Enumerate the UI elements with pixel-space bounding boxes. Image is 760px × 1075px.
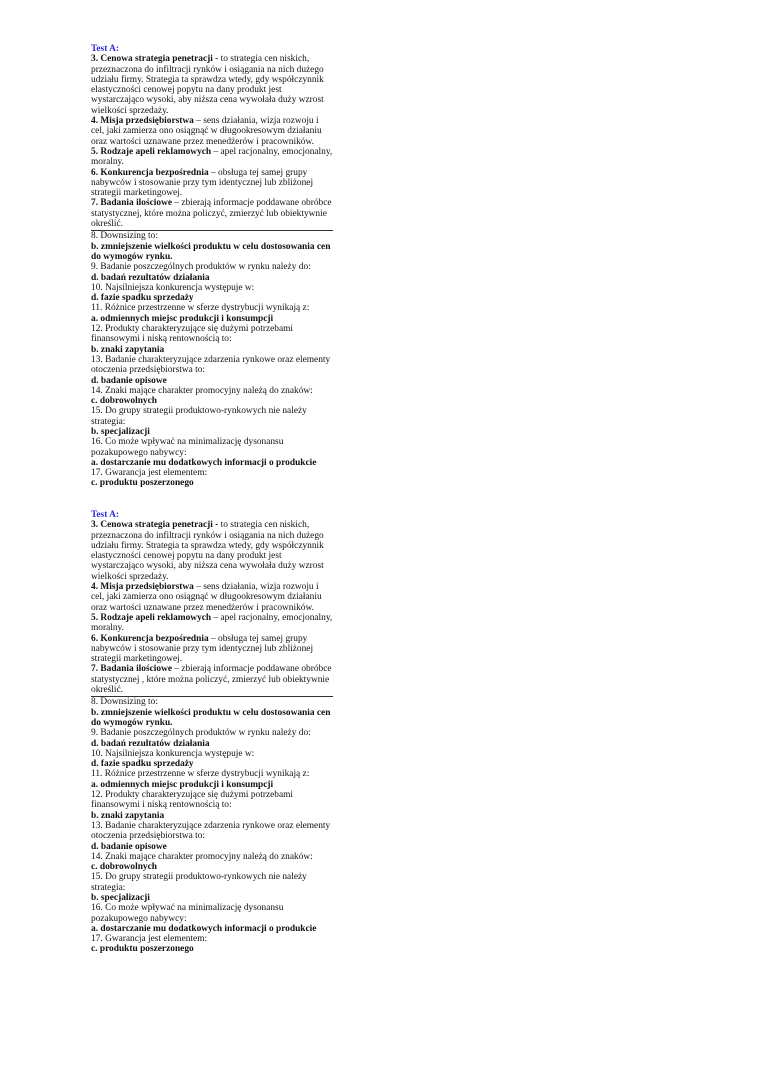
- definition-text: to strategia cen niskich, przeznaczona do infiltracji rynków i osiągania na nich dużego udziału firmy. Strategia ta sprawdza wtedy, gdy współczynnik elastyczności cenowej popytu na dany produkt jest wystarczająco wysoki, aby niższa cena wywołała duży wzrost wielkości sprzedaży.: [91, 520, 324, 582]
- definition-term: 3. Cenowa strategia penetracji -: [91, 54, 219, 65]
- definition-text: – sens działania, wizja rozwoju i cel, jaki zamierza ono osiągnąć w długookresowym działaniu oraz wartości uznawane przez menedżerów i pracowników.: [91, 582, 322, 613]
- answer-text: d. badań rezultatów działania: [91, 272, 210, 283]
- question-text: 8. Downsizing to:: [91, 697, 158, 708]
- test-title: Test A:: [91, 510, 120, 520]
- definition-text: – zbierają informacje poddawane obróbce statystycznej, które można policzyć, zmierzyć lub obiektywnie określić.: [91, 198, 332, 230]
- answer-text: a. odmiennych miejsc produkcji i konsumpcji: [91, 779, 274, 790]
- answer-text: b. specjalizacji: [91, 892, 150, 903]
- question-text: 9. Badanie poszczególnych produktów w rynku należy do:: [91, 262, 311, 273]
- answer-text: c. produktu poszerzonego: [91, 944, 194, 955]
- definition-term: 6. Konkurencja bezpośrednia: [91, 167, 209, 178]
- definition-term: 7. Badania ilościowe: [91, 664, 172, 675]
- answer-text: c. dobrowolnych: [91, 396, 157, 407]
- answer-text: d. fazie spadku sprzedaży: [91, 759, 194, 770]
- answer-text: b. znaki zapytania: [91, 810, 165, 821]
- question-text: 15. Do grupy strategii produktowo-rynkowych nie należy strategia:: [91, 872, 307, 893]
- answer-text: d. badanie opisowe: [91, 841, 167, 852]
- answer-text: b. zmniejszenie wielkości produktu w celu dostosowania cen do wymogów rynku.: [91, 707, 331, 728]
- definition-term: 4. Misja przedsiębiorstwa: [91, 116, 194, 127]
- question-text: 12. Produkty charakteryzujące się dużymi potrzebami finansowymi i niską rentownością to:: [91, 324, 294, 345]
- answer-text: d. badanie opisowe: [91, 375, 167, 386]
- question-text: 9. Badanie poszczególnych produktów w rynku należy do:: [91, 728, 311, 739]
- answer-text: a. dostarczanie mu dodatkowych informacji o produkcie: [91, 457, 317, 468]
- question-text: 17. Gwarancja jest elementem:: [91, 468, 208, 479]
- question-text: 13. Badanie charakteryzujące zdarzenia rynkowe oraz elementy otoczenia przedsiębiorstwa to:: [91, 820, 331, 842]
- question-text: 14. Znaki mające charakter promocyjny należą do znaków:: [91, 385, 313, 396]
- question-text: 10. Najsilniejsza konkurencja występuje w:: [91, 282, 255, 293]
- test-block: [91, 44, 333, 489]
- definition-text: – zbierają informacje poddawane obróbce statystycznej , które można policzyć, zmierzyć lub obiektywnie określić.: [91, 664, 332, 696]
- question-text: 11. Różnice przestrzenne w sferze dystrybucji wynikają z:: [91, 769, 310, 780]
- definition-term: 4. Misja przedsiębiorstwa: [91, 582, 194, 593]
- definition-item: [91, 520, 333, 582]
- question-text: 16. Co może wpływać na minimalizację dysonansu pozakupowego nabywcy:: [91, 437, 284, 458]
- question-text: 13. Badanie charakteryzujące zdarzenia rynkowe oraz elementy otoczenia przedsiębiorstwa to:: [91, 354, 331, 376]
- definition-item: [91, 613, 333, 634]
- definition-text: – sens działania, wizja rozwoju i cel, jaki zamierza ono osiągnąć w długookresowym działaniu oraz wartości uznawane przez menedżerów i pracowników.: [91, 116, 322, 147]
- definition-term: 5. Rodzaje apeli reklamowych: [91, 612, 212, 623]
- definition-term: 5. Rodzaje apeli reklamowych: [91, 146, 212, 157]
- question-text: 12. Produkty charakteryzujące się dużymi potrzebami finansowymi i niską rentownością to:: [91, 790, 294, 811]
- answer-text: b. specjalizacji: [91, 426, 150, 437]
- answer-text: d. badań rezultatów działania: [91, 738, 210, 749]
- answer-text: c. dobrowolnych: [91, 862, 157, 873]
- test-title: Test A:: [91, 44, 120, 54]
- definition-item: [91, 147, 333, 168]
- question-text: 8. Downsizing to:: [91, 231, 158, 242]
- definition-text: – apel racjonalny, emocjonalny, moralny.: [91, 612, 333, 634]
- definition-item: [91, 198, 333, 229]
- definition-item: [91, 582, 333, 613]
- definition-term: 3. Cenowa strategia penetracji -: [91, 520, 219, 531]
- question-text: 14. Znaki mające charakter promocyjny należą do znaków:: [91, 851, 313, 862]
- definition-item: [91, 664, 333, 695]
- test-block: [91, 510, 333, 955]
- definition-text: – apel racjonalny, emocjonalny, moralny.: [91, 146, 333, 168]
- answer-text: c. produktu poszerzonego: [91, 478, 194, 489]
- definition-item: [91, 54, 333, 116]
- definition-text: to strategia cen niskich, przeznaczona do infiltracji rynków i osiągania na nich dużego udziału firmy. Strategia ta sprawdza wtedy, gdy współczynnik elastyczności cenowej popytu na dany produkt jest wystarczająco wysoki, aby niższa cena wywołała duży wzrost wielkości sprzedaży.: [91, 54, 324, 116]
- definition-item: [91, 168, 333, 199]
- definition-term: 6. Konkurencja bezpośrednia: [91, 633, 209, 644]
- answer-text: a. dostarczanie mu dodatkowych informacji o produkcie: [91, 923, 317, 934]
- question-text: 15. Do grupy strategii produktowo-rynkowych nie należy strategia:: [91, 406, 307, 427]
- answer-text: a. odmiennych miejsc produkcji i konsumpcji: [91, 313, 274, 324]
- definition-term: 7. Badania ilościowe: [91, 198, 172, 209]
- answer-text: b. znaki zapytania: [91, 344, 165, 355]
- answer-text: d. fazie spadku sprzedaży: [91, 293, 194, 304]
- definition-item: [91, 116, 333, 147]
- definition-text: – obsługa tej samej grupy nabywców i stosowanie przy tym identycznej lub zbliżonej strategii marketingowej.: [91, 167, 314, 199]
- answer-text: b. zmniejszenie wielkości produktu w celu dostosowania cen do wymogów rynku.: [91, 241, 331, 262]
- definition-text: – obsługa tej samej grupy nabywców i stosowanie przy tym identycznej lub zbliżonej strategii marketingowej.: [91, 633, 314, 665]
- question-text: 11. Różnice przestrzenne w sferze dystrybucji wynikają z:: [91, 303, 310, 314]
- question-text: 16. Co może wpływać na minimalizację dysonansu pozakupowego nabywcy:: [91, 903, 284, 924]
- question-text: 10. Najsilniejsza konkurencja występuje w:: [91, 748, 255, 759]
- question-text: 17. Gwarancja jest elementem:: [91, 934, 208, 945]
- definition-item: [91, 634, 333, 665]
